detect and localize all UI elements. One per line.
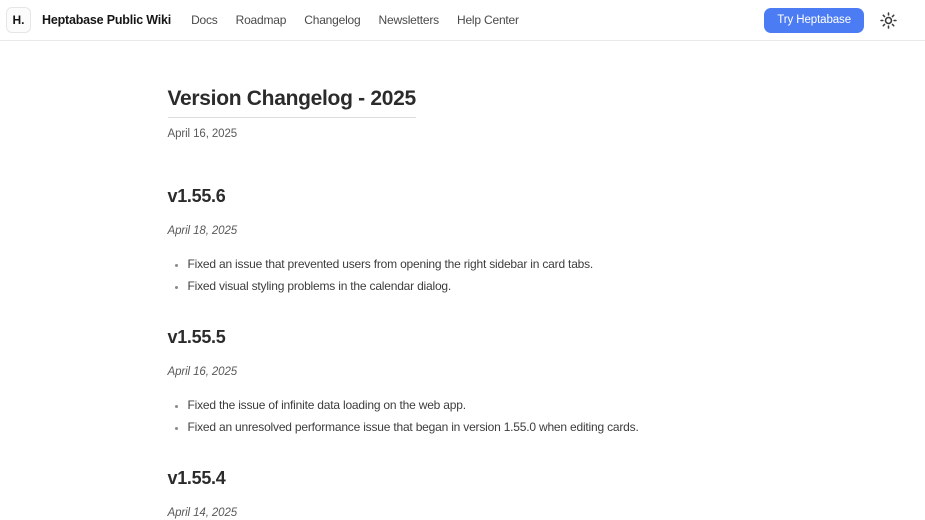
- nav-link-roadmap[interactable]: Roadmap: [235, 13, 287, 27]
- changelog-page: [168, 41, 758, 520]
- version-heading: v1.55.4: [167, 468, 226, 488]
- changelog-list: [168, 253, 758, 297]
- page-title: Version Changelog - 2025: [168, 85, 416, 118]
- theme-toggle-button[interactable]: [877, 9, 899, 31]
- logo-text: H.: [12, 13, 25, 27]
- try-heptabase-button[interactable]: Try Heptabase: [764, 8, 864, 33]
- sun-icon: [880, 12, 897, 29]
- nav-link-help-center[interactable]: Help Center: [456, 13, 519, 27]
- changelog-sections: [168, 156, 758, 520]
- changelog-section: [168, 325, 758, 438]
- heptabase-logo[interactable]: [6, 7, 31, 33]
- changelog-item: • Fixed visual styling problems in the calendar dialog.: [187, 275, 758, 297]
- section-date: April 18, 2025: [167, 225, 238, 237]
- version-heading: v1.55.5: [167, 327, 226, 347]
- changelog-item: • Fixed the issue of infinite data loading on the web app.: [187, 394, 758, 416]
- changelog-item: • Fixed an unresolved performance issue that began in version 1.55.0 when editing cards.: [187, 416, 758, 438]
- nav-link-newsletters[interactable]: Newsletters: [378, 13, 439, 27]
- section-date: April 16, 2025: [167, 366, 238, 378]
- changelog-section: [168, 184, 758, 297]
- page-updated-date: April 16, 2025: [167, 128, 238, 140]
- nav-link-changelog[interactable]: Changelog: [304, 13, 361, 27]
- header-nav: [191, 13, 519, 27]
- top-navbar: [0, 0, 925, 41]
- section-date: April 14, 2025: [167, 507, 238, 519]
- site-title[interactable]: Heptabase Public Wiki: [42, 13, 172, 27]
- version-heading: v1.55.6: [167, 186, 226, 206]
- changelog-section: [168, 466, 758, 520]
- changelog-list: [168, 394, 758, 438]
- changelog-item: • Fixed an issue that prevented users from opening the right sidebar in card tabs.: [187, 253, 758, 275]
- nav-link-docs[interactable]: Docs: [191, 13, 218, 27]
